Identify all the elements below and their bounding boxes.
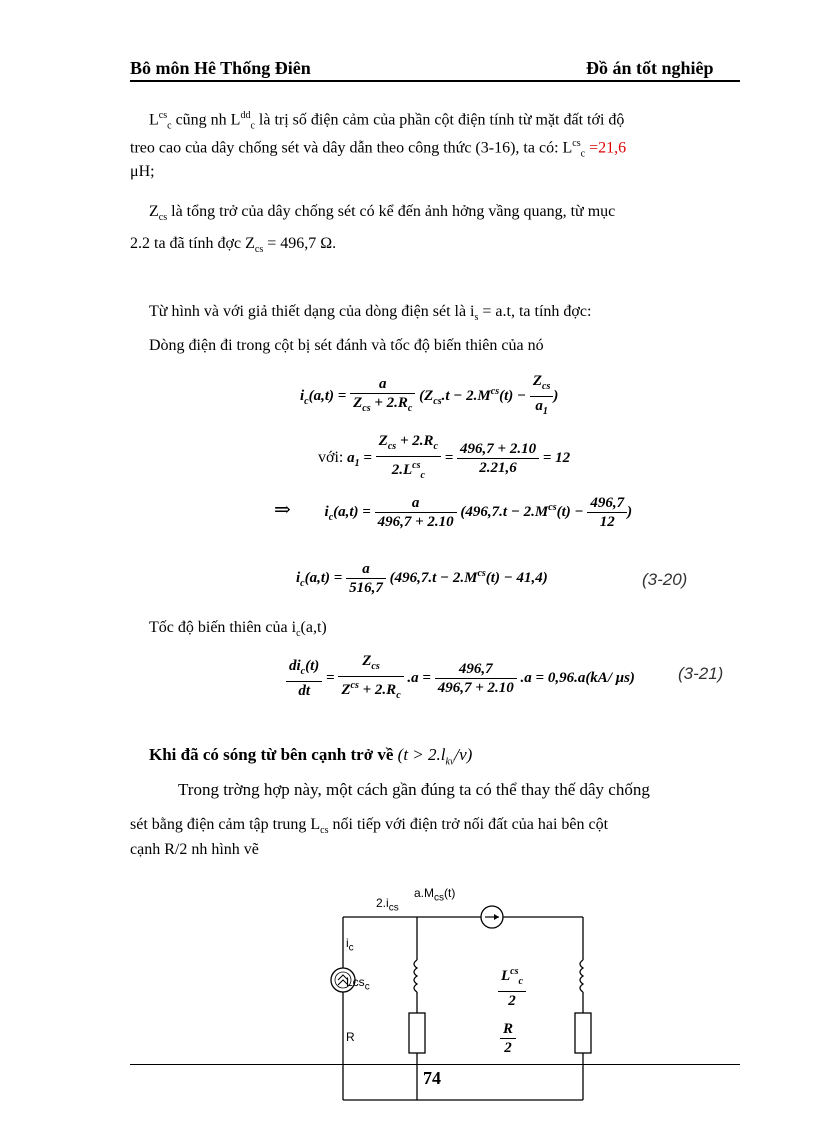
inductor-icon-right (580, 960, 583, 992)
para3-line2: Dòng điện đi trong cột bị sét đánh và tốc độ biến thiên của nó (149, 337, 544, 354)
label-R: R (346, 1030, 355, 1044)
resistor-icon-middle (409, 1013, 425, 1053)
label-Lcsc: Lcs$_c$ (346, 975, 370, 993)
circuit-diagram (320, 880, 620, 1105)
current-source-icon (481, 906, 503, 928)
para1-line1: $L^{cs}_c$ cũng nh $L^{dd}_c$ là trị số điện cảm của phần cột điện tính từ mặt đất tới độ (149, 110, 625, 132)
equation-label-3-21: (3-21) (678, 664, 724, 683)
para4-line: Tốc độ biến thiên của $i_c(a,t)$ (149, 619, 327, 640)
label-ic: $i_c$ (346, 936, 354, 954)
para2-line1: $Z_{cs}$ là tổng trở của dây chống sét có kể đến ảnh hởng vầng quang, từ mục (149, 203, 616, 224)
header-left: Bô môn Hê Thống Điên (130, 58, 311, 78)
implies-arrow: ⇒ (274, 498, 291, 521)
label-Lcs-over-2: $\frac{L^{cs}_c}{2}$ (498, 963, 526, 1010)
footer-rule (130, 1064, 740, 1065)
equation-4: $i_c(a,t)$ = $\frac{a}{516,7}$ $(496,7.t - 2.M^{cs}(t) - 41,4)$ (296, 561, 548, 596)
label-R-over-2: $\frac{R}{2}$ (500, 1020, 516, 1057)
header-rule (130, 80, 740, 82)
equation-2: với: $a_1$ = $\frac{Z_{cs} + 2.R_c}{2.L^{cs}_c}$ = $\frac{496,7 + 2.10}{2.21,6}$ = 12 (318, 433, 571, 481)
para2-line2: 2.2 ta đã tính đợc $Z_{cs} = 496,7$ Ω. (130, 235, 337, 256)
inductor-icon-middle (414, 960, 417, 992)
para5-line3: cạnh R/2 nh hình vẽ (130, 841, 259, 858)
section-heading: Khi đã có sóng từ bên cạnh trở về $(t > 2.l_{kv}/v)$ (149, 745, 473, 768)
header-right: Đồ án tốt nghiêp (586, 58, 714, 78)
page-number: 74 (423, 1068, 441, 1088)
equation-1: $i_c(a,t)$ = $\frac{a}{Z_{cs} + 2.R_c}$ ($Z_{cs}.t - 2.M^{cs}(t)$ − $\frac{Z_{cs}}{a_1}$ ) (300, 373, 559, 417)
para5-line1: Trong trờng hợp này, một cách gần đúng ta có thể thay thế dây chống (178, 780, 650, 799)
para3-line1: Từ hình và với giả thiết dạng của dòng điện sét là $i_s = a.t$, ta tính đợc: (149, 303, 592, 324)
para1-line3: μH; (130, 163, 155, 180)
equation-5: $\frac{di_c(t)}{dt}$ = $\frac{Z_{cs}}{Z^{cs} + 2.R_c}$ .a = $\frac{496,7}{496,7 + 2.10}$ .a = 0,96.a(kA/ μs) (286, 652, 635, 705)
resistor-icon-right (575, 1013, 591, 1053)
label-2ics: $2.i_{cs}$ (376, 896, 399, 914)
para5-line2: sét bằng điện cảm tập trung $L_{cs}$ nối tiếp với điện trở nối đất của hai bên cột (130, 816, 609, 837)
label-aMcs: $a.M_{cs}(t)$ (414, 886, 456, 904)
para1-line2: treo cao của dây chống sét và dây dẫn theo công thức (3-16), ta có: $L^{cs}_c =21,6$ (130, 138, 627, 160)
equation-label-3-20: (3-20) (642, 570, 688, 589)
equation-3: ⇒ $i_c(a,t)$ = $\frac{a}{496,7 + 2.10}$ ($496,7.t - 2.M^{cs}(t)$ − $\frac{496,7}{12}$ ) (274, 495, 633, 530)
